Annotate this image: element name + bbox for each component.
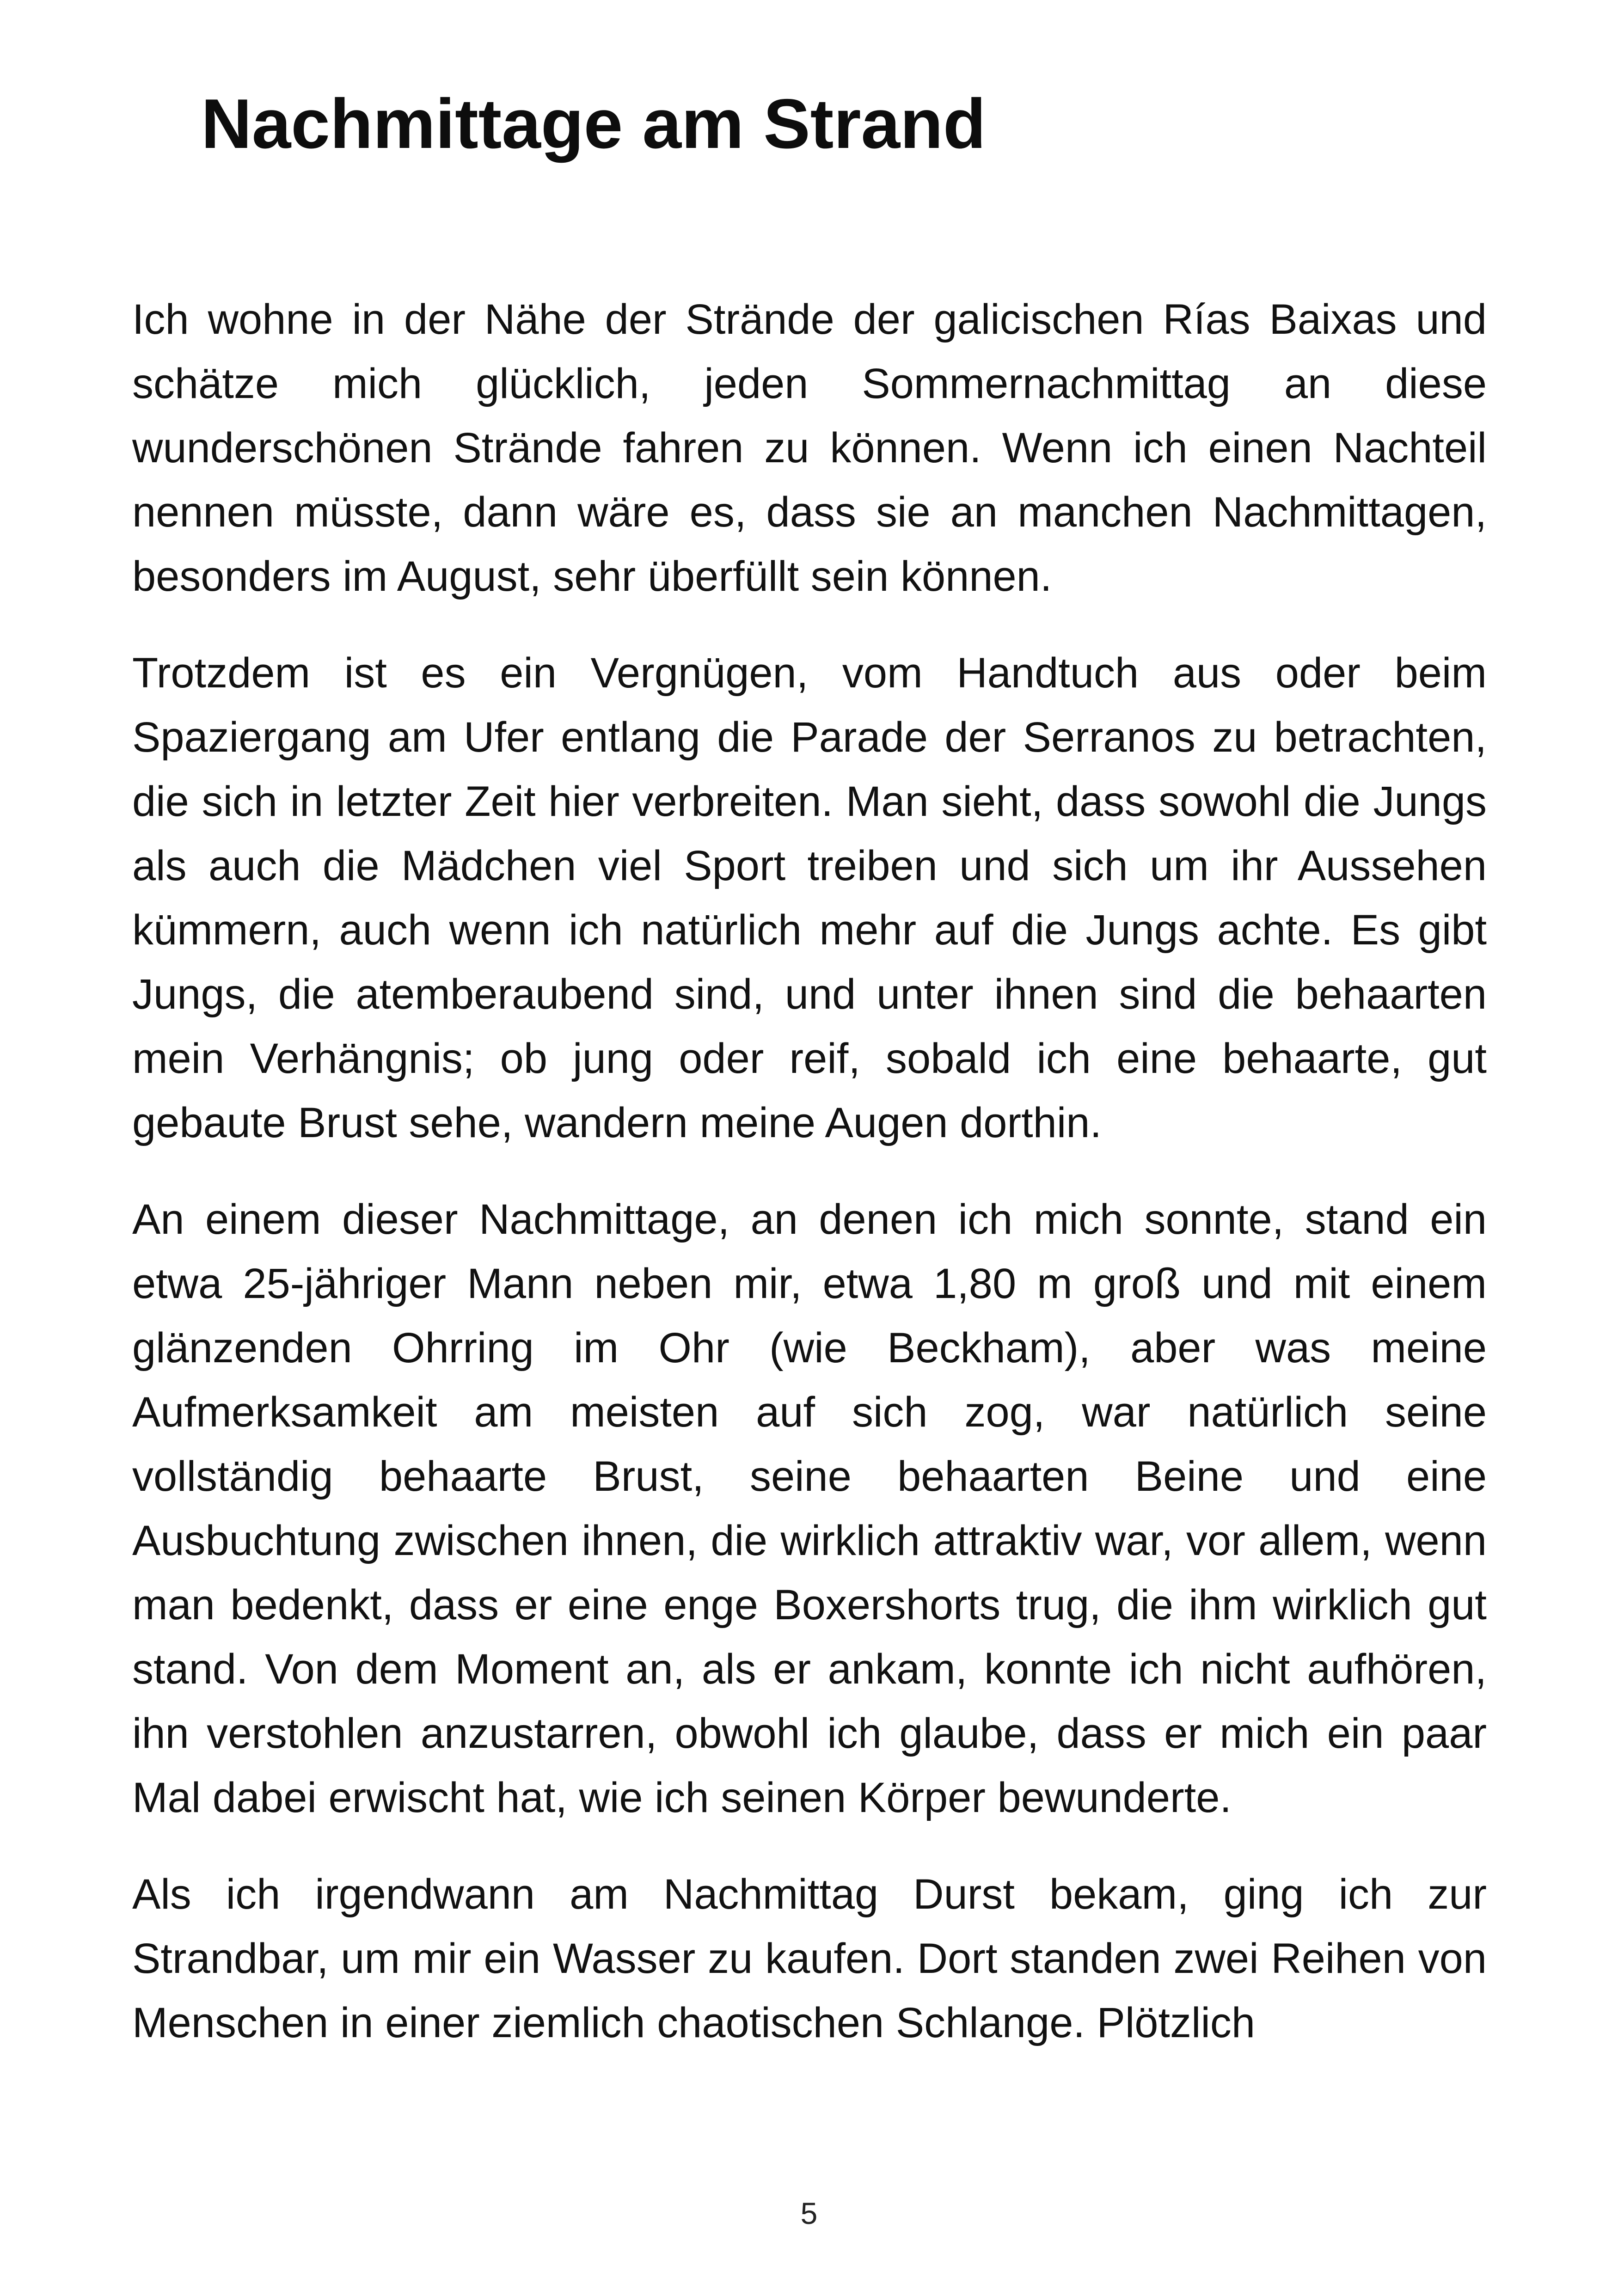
page-number: 5 [800,2196,818,2230]
body-text [132,288,1487,2088]
page-title: Nachmittage am Strand [201,85,986,163]
paragraph-2: Trotzdem ist es ein Vergnügen, vom Handtuch aus oder beim Spaziergang am Ufer entlang die Parade der Serranos zu betrachten, die sich in letzter Zeit hier verbreiten. Man sieht, dass sowohl die Jungs als auch die Mädchen viel Sport treiben und sich um ihr Aussehen kümmern, auch wenn ich natürlich mehr auf die Jungs achte. Es gibt Jungs, die atemberaubend sind, und unter ihnen sind die behaarten mein Verhängnis; ob jung oder reif, sobald ich eine behaarte, gut gebaute Brust sehe, wandern meine Augen dorthin. [132,649,1487,1146]
paragraph-3: An einem dieser Nachmittage, an denen ich mich sonnte, stand ein etwa 25-jähriger Mann neben mir, etwa 1,80 m groß und mit einem glänzenden Ohrring im Ohr (wie Beckham), aber was meine Aufmerksamkeit am meisten auf sich zog, war natürlich seine vollständig behaarte Brust, seine behaarten Beine und eine Ausbuchtung zwischen ihnen, die wirklich attraktiv war, vor allem, wenn man bedenkt, dass er eine enge Boxershorts trug, die ihm wirklich gut stand. Von dem Moment an, als er ankam, konnte ich nicht aufhören, ihn verstohlen anzustarren, obwohl ich glaube, dass er mich ein paar Mal dabei erwischt hat, wie ich seinen Körper bewunderte. [132,1196,1487,1821]
paragraph-4: Als ich irgendwann am Nachmittag Durst bekam, ging ich zur Strandbar, um mir ein Wasser zu kaufen. Dort standen zwei Reihen von Menschen in einer ziemlich chaotischen Schlange. Plötzlich [132,1871,1487,2046]
paragraph-1: Ich wohne in der Nähe der Strände der galicischen Rías Baixas und schätze mich glücklich, jeden Sommernachmittag an diese wunderschönen Strände fahren zu können. Wenn ich einen Nachteil nennen müsste, dann wäre es, dass sie an manchen Nachmittagen, besonders im August, sehr überfüllt sein können. [132,296,1487,600]
